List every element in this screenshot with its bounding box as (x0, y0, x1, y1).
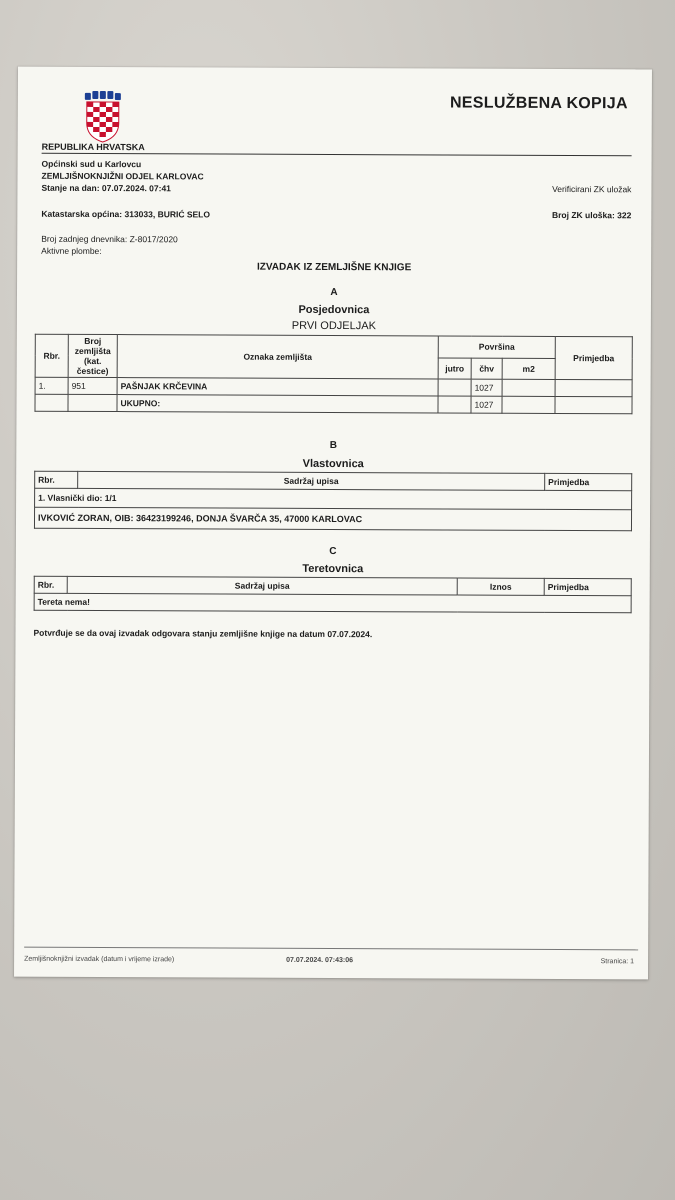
col-rbr: Rbr. (35, 471, 78, 488)
footer-label: Zemljišnoknjižni izvadak (datum i vrijeme izrade) (24, 955, 175, 964)
croatian-coat-of-arms-icon (84, 91, 122, 143)
possession-table (34, 334, 632, 415)
cadastral-municipality: Katastarska općina: 313033, BURIĆ SELO (41, 208, 211, 220)
col-povrsina: Površina (438, 336, 555, 358)
court-name: Općinski sud u Karlovcu (41, 158, 142, 170)
document-title: IZVADAK IZ ZEMLJIŠNE KNJIGE (256, 261, 412, 274)
state-date: Stanje na dan: 07.07.2024. 07:41 (41, 182, 171, 194)
footer-datetime: 07.07.2024. 07:43:06 (286, 956, 354, 965)
country-name: REPUBLIKA HRVATSKA (41, 141, 145, 153)
header-divider (42, 153, 632, 157)
department-name: ZEMLJIŠNOKNJIŽNI ODJEL KARLOVAC (41, 170, 204, 182)
ownership-table (34, 471, 632, 532)
table-row: IVKOVIĆ ZORAN, OIB: 36423199246, DONJA ŠVARČA 35, 47000 KARLOVAC (34, 507, 631, 531)
col-primjedba: Primjedba (545, 473, 632, 490)
section-c-letter: C (329, 545, 337, 558)
active-seals: Aktivne plombe: (41, 245, 102, 256)
encumbrance-table (34, 576, 632, 614)
zk-number: Broj ZK uloška: 322 (551, 209, 632, 221)
col-sadrzaj: Sadržaj upisa (67, 576, 457, 595)
col-rbr: Rbr. (35, 334, 68, 377)
col-rbr: Rbr. (34, 576, 67, 593)
col-broj-zemljista: Broj zemljišta (kat. čestice) (68, 334, 117, 377)
col-m2: m2 (502, 358, 555, 380)
confirmation-text: Potvrđuje se da ovaj izvadak odgovara stanju zemljišne knjige na datum 07.07.2024. (33, 627, 373, 640)
footer-page-number: Stranica: 1 (600, 958, 635, 966)
col-primjedba: Primjedba (544, 578, 631, 595)
section-a-name: Posjedovnica (298, 303, 370, 317)
section-a-subtitle: PRVI ODJELJAK (291, 319, 376, 333)
col-jutro: jutro (438, 357, 471, 379)
col-iznos: Iznos (457, 578, 544, 595)
col-oznaka: Oznaka zemljišta (117, 335, 438, 379)
section-b-name: Vlastovnica (302, 457, 364, 471)
table-row: Tereta nema! (34, 593, 631, 613)
section-a-letter: A (330, 286, 338, 299)
col-chv: čhv (471, 358, 502, 380)
col-sadrzaj: Sadržaj upisa (78, 471, 545, 490)
last-diary-number: Broj zadnjeg dnevnika: Z-8017/2020 (41, 233, 178, 245)
watermark-title: NESLUŽBENA KOPIJA (449, 94, 628, 113)
table-row: 1. Vlasnički dio: 1/1 (35, 488, 632, 510)
footer-divider (24, 947, 638, 951)
col-primjedba: Primjedba (555, 336, 632, 379)
document-paper (14, 67, 652, 980)
verified-label: Verificirani ZK uložak (552, 183, 632, 195)
table-row: 1. 951 PAŠNJAK KRČEVINA 1027 (35, 377, 632, 397)
table-row: UKUPNO: 1027 (35, 394, 632, 414)
section-b-letter: B (329, 439, 337, 452)
section-c-name: Teretovnica (302, 562, 364, 576)
